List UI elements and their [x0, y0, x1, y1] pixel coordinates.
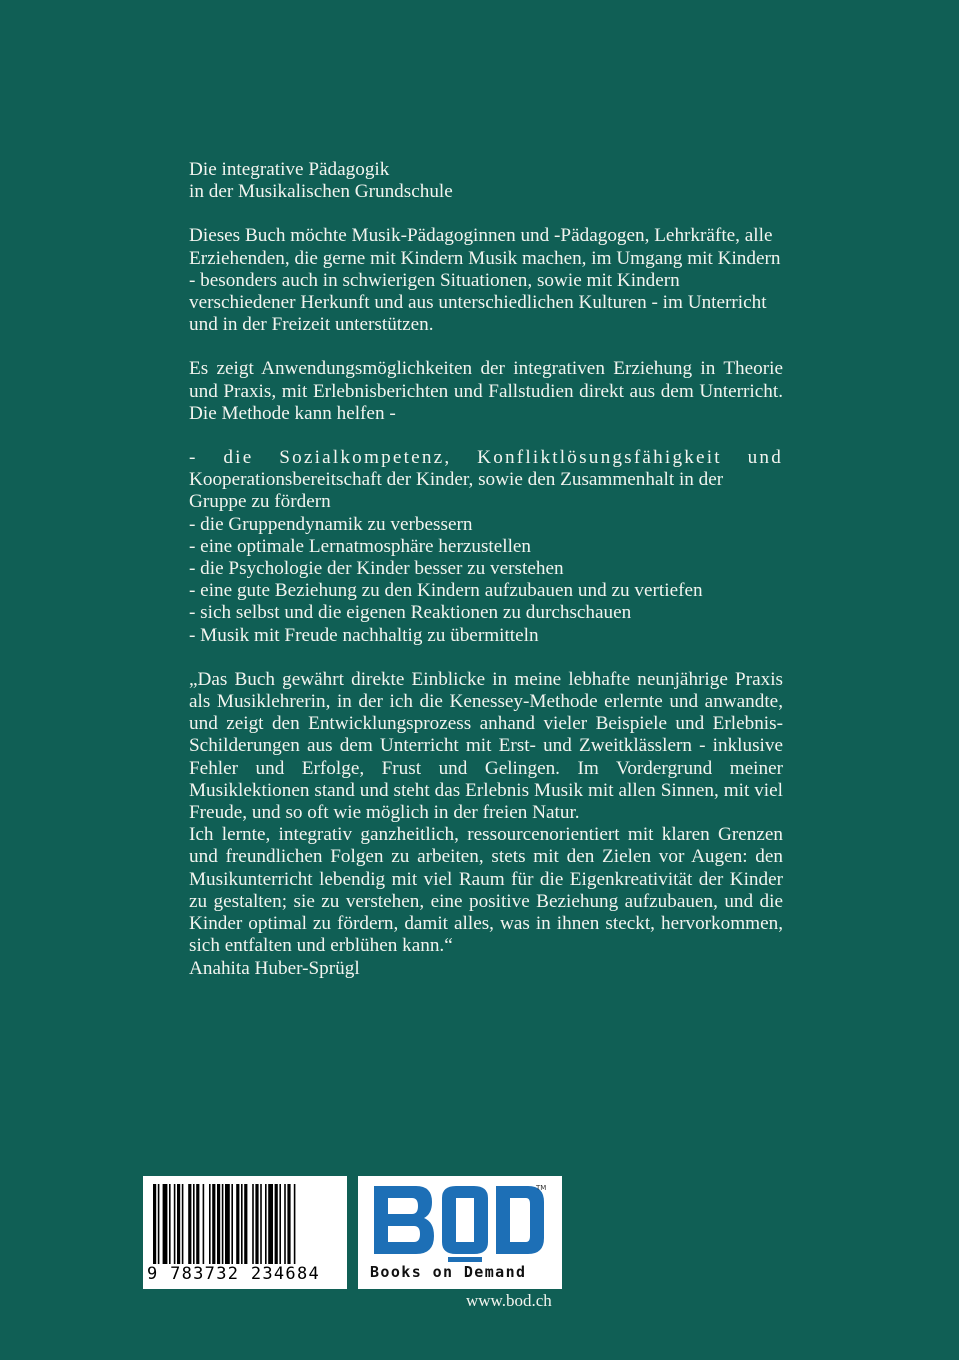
barcode-bar — [252, 1184, 254, 1264]
publisher-tagline: Books on Demand — [370, 1263, 527, 1281]
barcode-bar — [212, 1184, 215, 1264]
barcode-bar — [163, 1184, 168, 1264]
barcode-bar — [174, 1184, 176, 1264]
benefit-item: - die Gruppendynamik zu verbessern — [189, 513, 473, 535]
barcode-bar — [188, 1184, 191, 1264]
isbn-digits: 9 783732 234684 — [147, 1264, 321, 1284]
barcode-bar — [260, 1184, 262, 1264]
barcode-bar — [203, 1184, 205, 1264]
barcode-bar — [284, 1184, 286, 1264]
barcode-bar — [196, 1184, 199, 1264]
barcode-bar — [244, 1184, 247, 1264]
barcode-bar — [209, 1184, 211, 1264]
barcode-bar — [287, 1184, 290, 1264]
barcode-bar — [222, 1184, 224, 1264]
title-line-2: in der Musikalischen Grundschule — [189, 181, 453, 203]
barcode-bar — [217, 1184, 220, 1264]
svg-text:TM: TM — [536, 1184, 547, 1192]
title-line-1: Die integrative Pädagogik — [189, 159, 390, 180]
benefit-item: - eine gute Beziehung zu den Kindern aufzubauen und zu vertiefen — [189, 580, 703, 602]
benefit-item: - sich selbst und die eigenen Reaktionen zu durchschauen — [189, 602, 632, 624]
benefit-item-social-first-line: - die Sozialkompetenz, Konfliktlösungsfähigkeit und — [189, 447, 783, 469]
barcode-bar — [279, 1184, 281, 1264]
quote-paragraph-2: Ich lernte, integrativ ganzheitlich, ressourcenorientiert mit klaren Grenzen und freundlichen Folgen zu arbeiten, stets mit den Zielen vor Augen: den Musikunterricht lebendig mit viel Raum für die Eigenkreativität der Kinder zu gestalten; sie zu verstehen, eine positive Beziehung aufzubauen, und die Kinder optimal zu fördern, damit alles, was in ihnen steckt, hervorkommen, sich entfalten und erblühen kann.“ — [189, 824, 783, 957]
barcode-bars — [153, 1184, 337, 1264]
barcode-bar — [231, 1184, 233, 1264]
barcode-bar — [275, 1184, 278, 1264]
blurb — [189, 159, 783, 980]
barcode-bar — [177, 1184, 180, 1264]
publisher-logo-box — [358, 1176, 562, 1289]
barcode-bar — [169, 1184, 171, 1264]
benefit-item: - Musik mit Freude nachhaltig zu übermitteln — [189, 624, 539, 646]
applications-paragraph: Es zeigt Anwendungsmöglichkeiten der integrativen Erziehung in Theorie und Praxis, mit Erlebnisberichten und Fallstudien direkt aus dem Unterricht. Die Methode kann helfen - — [189, 358, 783, 424]
quote-paragraph-1: „Das Buch gewährt direkte Einblicke in meine lebhafte neunjährige Praxis als Musiklehrerin, in der ich die Kenessey-Methode erlernte und anwandte, und zeigt den Entwicklungsprozess anhand vieler Beispiele und Erlebnis-Schilderungen aus dem Unterricht mit Erst- und Zweitklässlern - inklusive Fehler und Erfolge, Frust und Gelingen. Im Vordergrund meiner Musiklektionen stand und steht das Erlebnis Musik mit allen Sinnen, mit viel Freude, und so oft wie möglich in der freien Natur. — [189, 668, 783, 824]
barcode-bar — [158, 1184, 160, 1264]
barcode-bar — [236, 1184, 239, 1264]
barcode-bar — [265, 1184, 267, 1264]
benefit-item: - die Psychologie der Kinder besser zu verstehen — [189, 558, 564, 580]
barcode-bar — [241, 1184, 243, 1264]
barcode-bar — [193, 1184, 195, 1264]
barcode-bar — [225, 1184, 230, 1264]
barcode-bar — [294, 1184, 296, 1264]
intro-paragraph: Dieses Buch möchte Musik-Pädagoginnen und -Pädagogen, Lehrkräfte, alle Erziehenden, die gerne mit Kindern Musik machen, im Umgang mit Kindern - besonders auch in schwierigen Situationen, sowie mit Kindern verschiedener Herkunft und aus unterschiedlichen Kulturen - im Unterricht und in der Freizeit unterstützen. — [189, 225, 781, 336]
isbn-barcode — [143, 1176, 347, 1289]
barcode-bar — [153, 1184, 156, 1264]
benefit-list — [189, 447, 783, 647]
barcode-bar — [255, 1184, 258, 1264]
bod-logo-icon — [368, 1182, 552, 1262]
publisher-url: www.bod.ch — [466, 1291, 552, 1310]
author-name: Anahita Huber-Sprügl — [189, 957, 360, 979]
barcode-bar — [182, 1184, 184, 1264]
benefit-item: - eine optimale Lernatmosphäre herzustellen — [189, 535, 532, 557]
benefit-item-social-rest: Kooperationsbereitschaft der Kinder, sowie den Zusammenhalt in der Gruppe zu fördern — [189, 469, 724, 513]
book-title — [189, 159, 783, 203]
barcode-bar — [268, 1184, 273, 1264]
